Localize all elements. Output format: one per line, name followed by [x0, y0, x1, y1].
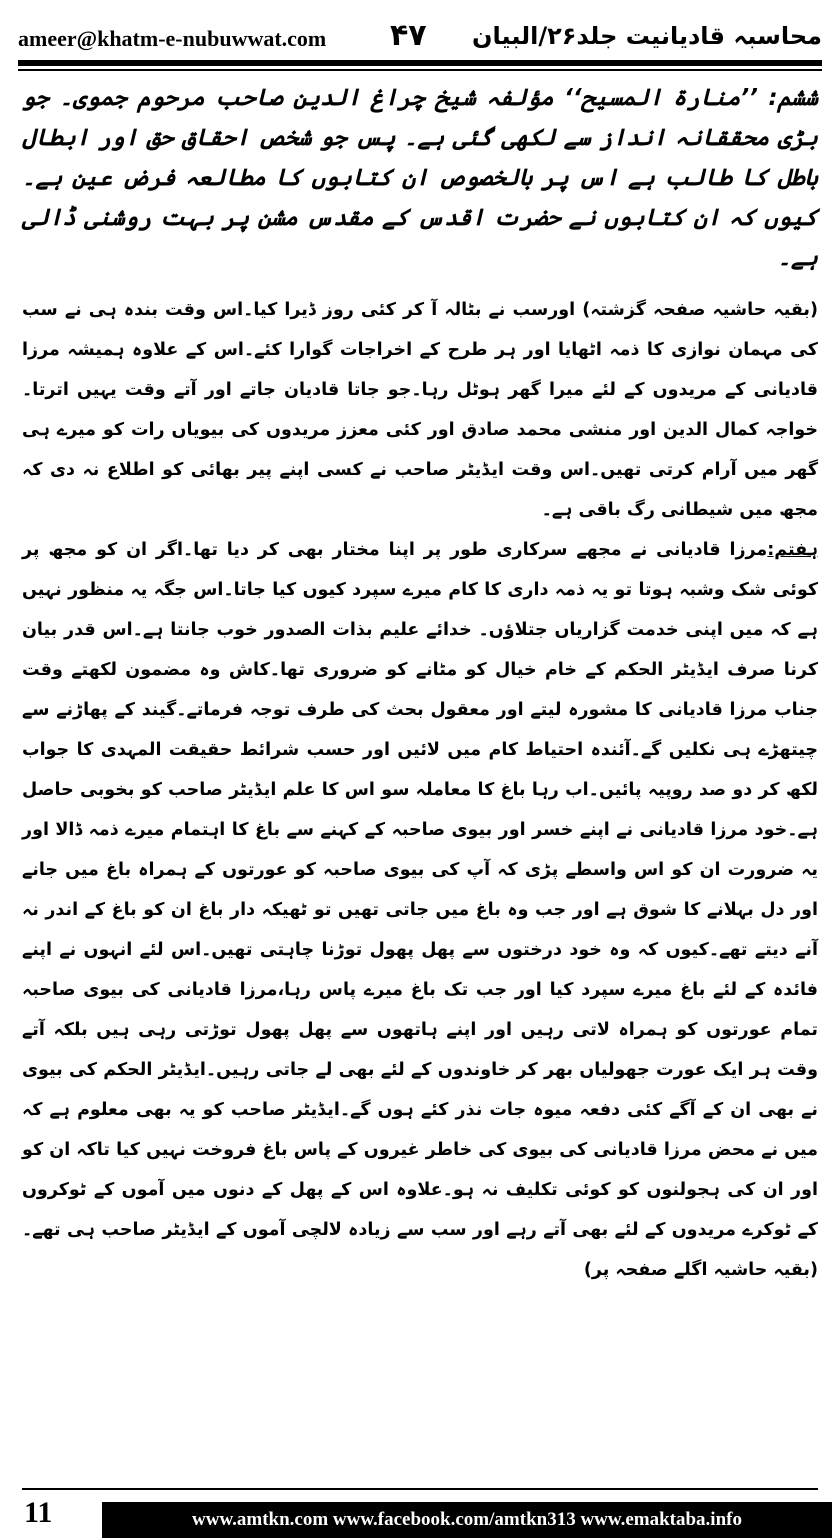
footer-websites: www.amtkn.com www.facebook.com/amtkn313 www.emaktaba.info	[102, 1502, 832, 1538]
header-rule-thin	[18, 69, 822, 71]
footnote-seventh	[22, 530, 818, 1290]
main-paragraph-lead: ششم:	[768, 85, 818, 111]
footnote-seventh-text: مرزا قادیانی نے مجھے سرکاری طور پر اپنا مختار بھی کر دیا تھا۔اگر ان کو مجھ پر کوئی شک وشبہ ہوتا تو یہ ذمہ داری کا کام میرے سپرد کیوں کیا جاتا۔اس جگہ یہ منظور نہیں ہے کہ میں اپنی خدمت گزاریاں جتلاؤں۔ خدائے علیم بذات الصدور خوب جانتا ہے۔اس قدر بیان کرنا صرف ایڈیٹر الحکم کے خام خیال کو مٹانے کو ضروری تھا۔کاش وہ مضمون لکھتے وقت جناب مرزا قادیانی کا مشورہ لیتے اور معقول بحث کی طرف توجہ فرماتے۔گیند کے پھاڑنے سے چیتھڑے ہی نکلیں گے۔آئندہ احتیاط کام میں لائیں اور حسب شرائط حقیقت المہدی کا جواب لکھ کر دو صد روپیہ پائیں۔اب رہا باغ کا معاملہ سو اس کا علم ایڈیٹر صاحب کو بخوبی حاصل ہے۔خود مرزا قادیانی نے اپنے خسر اور بیوی صاحبہ کے کہنے سے باغ کا اہتمام میرے ذمہ ڈالا اور یہ ضرورت ان کو اس واسطے پڑی کہ آپ کی بیوی صاحبہ کو عورتوں کے ہمراہ باغ میں جانے اور دل بہلانے کا شوق ہے اور جب وہ باغ میں جاتی تھیں تو ٹھیکہ دار باغ ان کو باغ کے اندر نہ آنے دیتے تھے۔کیوں کہ وہ خود درختوں سے پھل پھول توڑنا چاہتی تھیں۔اس لئے انہوں نے اپنے فائدہ کے لئے باغ میرے سپرد کیا اور جب تک باغ میرے پاس رہا،مرزا قادیانی کی بیوی صاحبہ تمام عورتوں کو ہمراہ لاتی رہیں اور اپنے ہاتھوں سے پھل پھول توڑتی رہی ہیں بلکہ آتے وقت ہر ایک عورت جھولیاں بھر کر خاوندوں کے لئے بھی لے جاتی رہیں۔ایڈیٹر الحکم کی بیوی نے بھی ان کے آگے کئی دفعہ میوہ جات نذر کئے ہوں گے۔ایڈیٹر صاحب کو یہ بھی معلوم ہے کہ میں نے محض مرزا قادیانی کی بیوی کی خاطر غیروں کے پاس باغ فروخت نہیں کیا تاکہ ان کو اور ان کی ہجولنوں کو کوئی تکلیف نہ ہو۔علاوہ اس کے پھل کے دنوں میں آموں کے ٹوکروں کے ٹوکرے مریدوں کے لئے بھی آتے رہے اور سب سے زیادہ لالچی آموں کے ایڈیٹر صاحب ہی تھے۔(بقیہ حاشیہ اگلے صفحہ پر)	[22, 540, 818, 1280]
main-paragraph-text: ’’منارۃ المسیح‘‘ مؤلفہ شیخ چراغ الدین صاحب مرحوم جموی۔ جو بڑی محققانہ انداز سے لکھی گئی ہے۔ پس جو شخص احقاق حق اور ابطال باطل کا طالب ہے اس پر بالخصوص ان کتابوں کا مطالعہ فرض عین ہے۔ کیوں کہ ان کتابوں نے حضرت اقدس کے مقدس مشن پر بہت روشنی ڈالی ہے۔	[22, 85, 818, 271]
footer-page-number: 11	[24, 1496, 53, 1529]
page-header	[18, 14, 822, 58]
header-book-title: محاسبہ قادیانیت جلد۲۶/البیان	[472, 22, 822, 50]
header-email: ameer@khatm-e-nubuwwat.com	[18, 26, 327, 51]
page-content	[22, 78, 818, 1290]
page-footer	[0, 1494, 840, 1540]
footer-rule	[22, 1488, 818, 1490]
main-paragraph	[22, 78, 818, 278]
header-rule-thick	[18, 60, 822, 66]
footnote-seventh-lead: ہفتم:	[767, 540, 818, 560]
header-page-number: ۴۷	[390, 18, 427, 53]
footnote-continued: (بقیہ حاشیہ صفحہ گزشتہ) اورسب نے بٹالہ آ کر کئی روز ڈیرا کیا۔اس وقت بندہ ہی نے سب کی مہمان نوازی کا ذمہ اٹھایا اور ہر طرح کے اخراجات گوارا کئے۔اس کے علاوہ ہمیشہ مرزا قادیانی کے مریدوں کے لئے میرا گھر ہوٹل رہا۔جو جاتا قادیان جاتے اور آتے وقت یہیں اترتا۔خواجہ کمال الدین اور منشی محمد صادق اور کئی معزز مریدوں کی بیویاں رات کو میرے ہی گھر میں آرام کرتی تھیں۔اس وقت ایڈیٹر صاحب نے کسی اپنے پیر بھائی کو اطلاع نہ دی کہ مجھ میں شیطانی رگ باقی ہے۔	[22, 300, 818, 520]
